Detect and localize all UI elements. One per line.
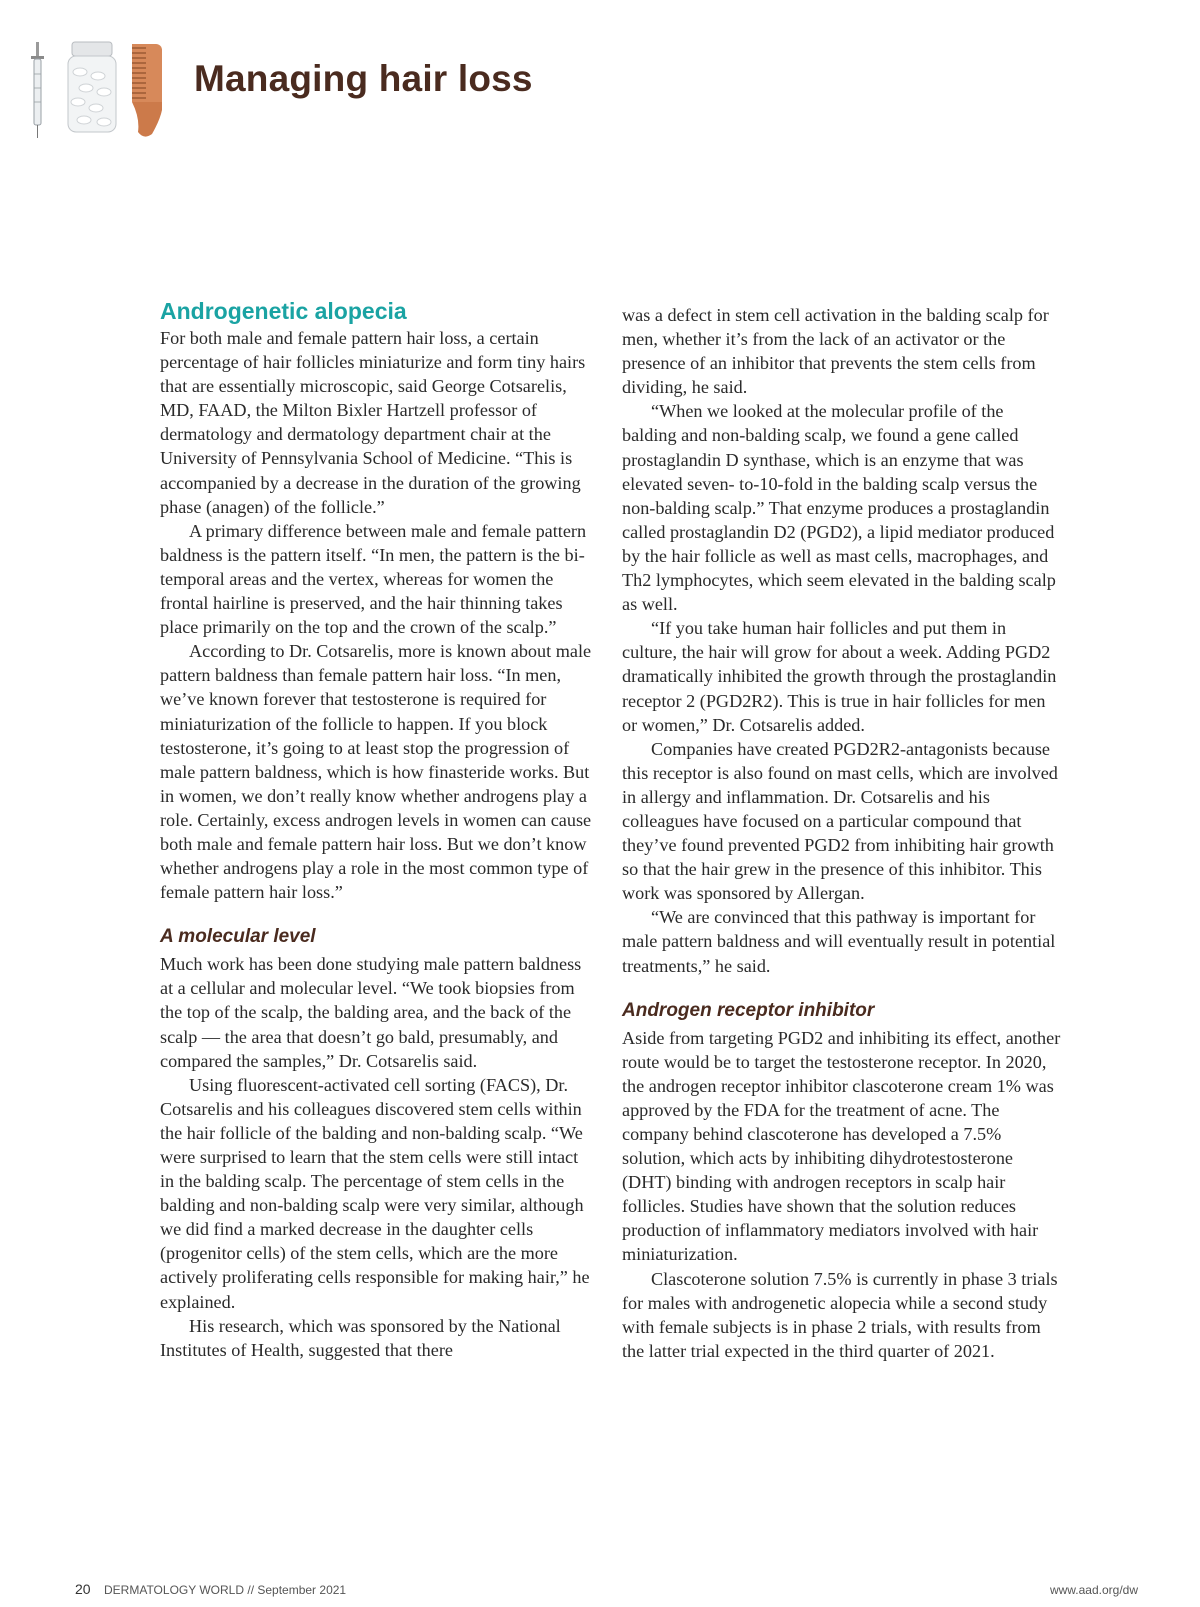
publication-info: DERMATOLOGY WORLD // September 2021 xyxy=(104,1583,347,1597)
page-title: Managing hair loss xyxy=(194,58,533,99)
paragraph: “If you take human hair follicles and put them in culture, the hair will grow for about a week. Adding PGD2 dramatically inhibited the growth through the prostaglandin receptor 2 (PGD2R2). This is true in hair follicles for men or women,” Dr. Cotsarelis added. xyxy=(622,618,1057,735)
paragraph: Companies have created PGD2R2-antagonists because this receptor is also found on mast cells, which are involved in allergy and inflammation. Dr. Cotsarelis and his colleagues have focused on a particular compound that they’ve found prevented PGD2 from inhibiting hair growth so that the hair grew in the presence of this inhibitor. This work was sponsored by Allergan. xyxy=(622,738,1058,904)
header-illustration xyxy=(28,38,178,142)
subheading-androgen-receptor-inhibitor: Androgen receptor inhibitor xyxy=(622,999,875,1021)
article-column-right xyxy=(622,303,1062,1363)
pill-bottle-icon xyxy=(68,42,116,132)
paragraph: Much work has been done studying male pattern baldness at a cellular and molecular level. “We took biopsies from the top of the scalp, the balding area, and the back of the scalp — the area that doesn’t go bald, presumably, and compared the samples,” Dr. Cotsarelis said. xyxy=(160,954,582,1071)
paragraph: According to Dr. Cotsarelis, more is known about male pattern baldness than female pattern hair loss. “In men, we’ve known forever that testosterone is required for miniaturization of the follicle to happen. If you block testosterone, it’s going to at least stop the progression of male pattern baldness, which is how finasteride works. But in women, we don’t really know whether androgens play a role. Certainly, excess androgen levels in women can cause both male and female pattern hair loss. But we don’t know whether androgens play a role in the most common type of female pattern hair loss.” xyxy=(160,641,592,903)
paragraph: A primary difference between male and female pattern baldness is the pattern itself. “In men, the pattern is the bi-temporal areas and the vertex, whereas for women the frontal hairline is preserved, and the hair thinning takes place primarily on the top and the crown of the scalp.” xyxy=(160,520,587,638)
paragraph: Using fluorescent-activated cell sorting (FACS), Dr. Cotsarelis and his colleagues discovered stem cells within the hair follicle of the balding and non-balding scalp. “We were surprised to learn that the stem cells were still intact in the balding scalp. The percentage of stem cells in the balding and non-balding scalp were very similar, although we did find a marked decrease in the daughter cells (progenitor cells) of the stem cells, which are the more actively proliferating cells responsible for making hair,” he explained. xyxy=(160,1074,590,1312)
paragraph: “When we looked at the molecular profile of the balding and non-balding scalp, we found a gene called prostaglandin D synthase, which is an enzyme that was elevated seven- to-10-fold in the balding scalp versus the non-balding scalp.” That enzyme produces a prostaglandin called prostaglandin D2 (PGD2), a lipid mediator produced by the hair follicle as well as mast cells, macrophages, and Th2 lymphocytes, which seem elevated in the balding scalp as well. xyxy=(622,401,1056,615)
syringe-icon xyxy=(31,42,44,138)
article-column-left xyxy=(160,296,592,1362)
paragraph-continued: was a defect in stem cell activation in the balding scalp for men, whether it’s from the lack of an activator or the presence of an inhibitor that prevents the stem cells from dividing, he said. xyxy=(622,305,1049,398)
paragraph: “We are convinced that this pathway is important for male pattern baldness and will eventually result in potential treatments,” he said. xyxy=(622,907,1056,976)
paragraph: His research, which was sponsored by the National Institutes of Health, suggested that there xyxy=(160,1315,561,1360)
page-footer xyxy=(0,1581,1200,1607)
comb-icon xyxy=(132,44,162,137)
page-header xyxy=(0,0,1200,150)
section-heading-androgenetic-alopecia: Androgenetic alopecia xyxy=(160,298,407,324)
paragraph: Aside from targeting PGD2 and inhibiting its effect, another route would be to target the testosterone receptor. In 2020, the androgen receptor inhibitor clascoterone cream 1% was approved by the FDA for the treatment of acne. The company behind clascoterone has developed a 7.5% solution, which acts by inhibiting dihydrotestosterone (DHT) binding with androgen receptors in scalp hair follicles. Studies have shown that the solution reduces production of inflammatory mediators involved with hair miniaturization. xyxy=(622,1027,1061,1265)
page-number: 20 xyxy=(75,1581,91,1597)
paragraph: For both male and female pattern hair loss, a certain percentage of hair follicles miniaturize and form tiny hairs that are essentially microscopic, said George Cotsarelis, MD, FAAD, the Milton Bixler Hartzell professor of dermatology and dermatology department chair at the University of Pennsylvania School of Medicine. “This is accompanied by a decrease in the duration of the growing phase (anagen) of the follicle.” xyxy=(160,328,586,517)
website-link[interactable]: www.aad.org/dw xyxy=(1049,1583,1138,1597)
paragraph: Clascoterone solution 7.5% is currently in phase 3 trials for males with androgenetic alopecia while a second study with female subjects is in phase 2 trials, with results from the latter trial expected in the third quarter of 2021. xyxy=(622,1268,1058,1361)
subheading-molecular-level: A molecular level xyxy=(160,926,316,948)
